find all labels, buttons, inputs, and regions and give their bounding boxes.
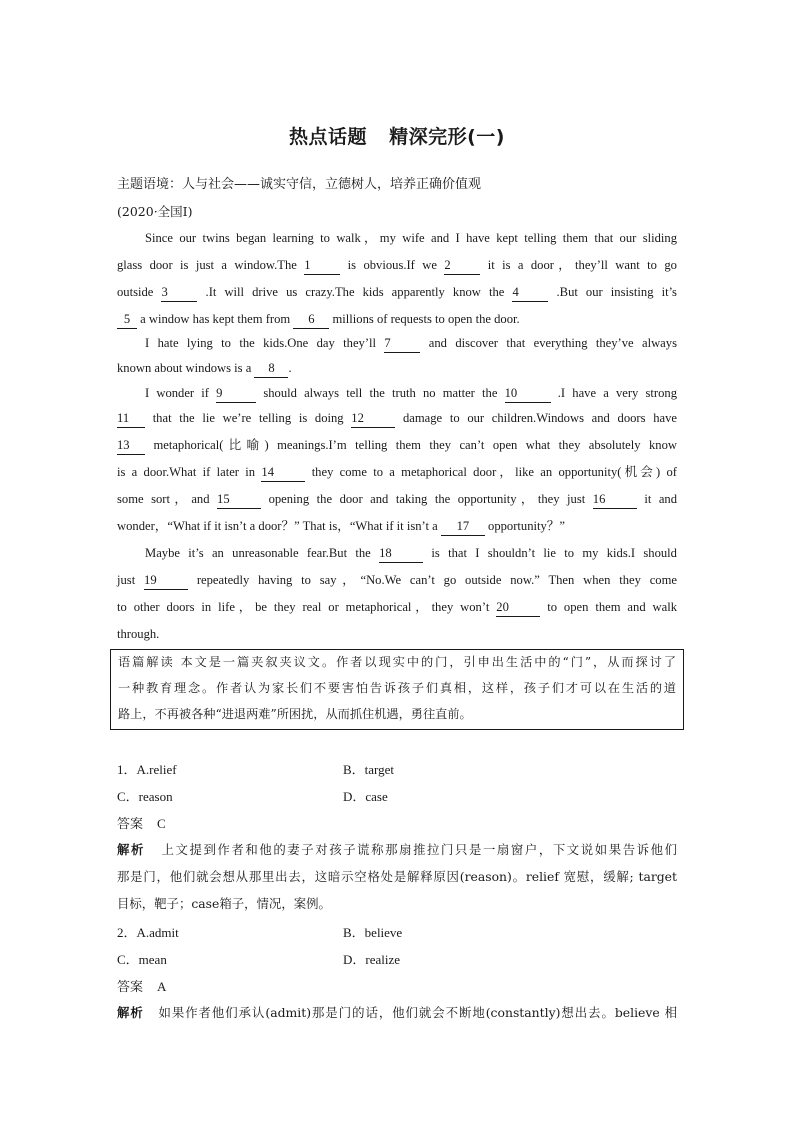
passage-analysis-box	[110, 649, 684, 730]
analysis-label: 语篇解读	[118, 655, 175, 669]
passage-line: Maybe it’s an unreasonable fear.But the 18 is that I shouldn’t lie to my kids.I should	[117, 540, 677, 567]
passage-line: through.	[117, 627, 160, 641]
question-2-explanation: 解析 如果作者他们承认(admit)那是门的话，他们就会不断地(constantly)想出去。believe 相	[117, 1005, 677, 1020]
title-topic: 热点话题	[289, 126, 368, 148]
question-2-options-row1	[117, 922, 402, 941]
passage-line: 5 a window has kept them from 6 millions of requests to open the door.	[117, 306, 677, 333]
passage-line: wonder，“What if it isn’t a door？” That is，“What if it isn’t a 17 opportunity？”	[117, 513, 677, 540]
blank-6[interactable]: 6	[293, 312, 329, 329]
passage-line: known about windows is a 8 .	[117, 355, 677, 382]
passage-line: to other doors in life，be they real or metaphorical，they won’t 20 to open them and walk	[117, 594, 677, 621]
blank-4[interactable]: 4	[512, 285, 548, 302]
question-2-options-row2	[117, 949, 400, 968]
blank-13[interactable]: 13	[117, 438, 145, 455]
passage-line: outside 3 .It will drive us crazy.The kids apparently know the 4 .But our insisting it’s	[117, 279, 677, 306]
blank-9[interactable]: 9	[216, 386, 256, 403]
blank-7[interactable]: 7	[384, 336, 420, 353]
passage-line: some sort，and 15 opening the door and taking the opportunity，they just 16 it and	[117, 486, 677, 513]
title-section: 精深完形(一)	[389, 126, 505, 148]
question-1-options-row1	[117, 759, 394, 778]
blank-5[interactable]: 5	[117, 312, 137, 329]
blank-2[interactable]: 2	[444, 258, 480, 275]
blank-10[interactable]: 10	[505, 386, 551, 403]
blank-3[interactable]: 3	[161, 285, 197, 302]
blank-19[interactable]: 19	[144, 573, 188, 590]
blank-15[interactable]: 15	[217, 492, 261, 509]
option-a[interactable]: 1．A.relief	[117, 762, 177, 777]
blank-18[interactable]: 18	[379, 546, 423, 563]
passage-line: I wonder if 9 should always tell the truth no matter the 10 .I have a very strong	[117, 380, 677, 407]
passage-line: glass door is just a window.The 1 is obvious.If we 2 it is a door，they’ll want to go	[117, 252, 677, 279]
question-2-answer: 答案 A	[117, 979, 167, 995]
option-c[interactable]: C．mean	[117, 952, 167, 967]
passage-line: just 19 repeatedly having to say，“No.We can’t go outside now.” Then when they come	[117, 567, 677, 594]
question-1-explanation: 目标，靶子；case箱子，情况，案例。	[117, 896, 331, 911]
question-1-explanation: 解析 上文提到作者和他的妻子对孩子谎称那扇推拉门只是一扇窗户，下文说如果告诉他们	[117, 842, 678, 857]
passage-line: 11 that the lie we’re telling is doing 12 damage to our children.Windows and doors have	[117, 405, 677, 432]
blank-12[interactable]: 12	[351, 411, 395, 428]
question-1-explanation: 那是门，他们就会想从那里出去，这暗示空格处是解释原因(reason)。relief 宽慰，缓解; target	[117, 869, 677, 884]
passage-line: I hate lying to the kids.One day they’ll 7 and discover that everything they’ve always	[117, 330, 677, 357]
question-1-answer: 答案 C	[117, 816, 166, 832]
analysis-line: 路上，不再被各种“进退两难”所困扰，从而抓住机遇，勇往直前。	[118, 707, 472, 721]
blank-16[interactable]: 16	[593, 492, 637, 509]
passage-line: Since our twins began learning to walk，my wife and I have kept telling them that our sliding	[145, 231, 677, 245]
option-d[interactable]: D．realize	[343, 952, 401, 967]
source-line: (2020·全国Ⅰ)	[117, 204, 193, 219]
blank-14[interactable]: 14	[261, 465, 305, 482]
blank-11[interactable]: 11	[117, 411, 145, 428]
analysis-line: 一种教育理念。作者认为家长们不要害怕告诉孩子们真相，这样，孩子们才可以在生活的道	[118, 681, 676, 695]
page-title	[0, 122, 794, 149]
blank-20[interactable]: 20	[496, 600, 540, 617]
passage-line: 13 metaphorical(比喻) meanings.I’m telling them they can’t open what they absolutely know	[117, 432, 677, 459]
analysis-line: 语篇解读 本文是一篇夹叙夹议文。作者以现实中的门，引申出生活中的“门”，从而探讨了	[118, 655, 677, 669]
blank-8[interactable]: 8	[254, 361, 288, 378]
option-b[interactable]: B．target	[343, 762, 395, 777]
option-d[interactable]: D．case	[343, 789, 388, 804]
blank-1[interactable]: 1	[304, 258, 340, 275]
option-a[interactable]: 2．A.admit	[117, 925, 179, 940]
question-1-options-row2	[117, 786, 388, 805]
option-b[interactable]: B．believe	[343, 925, 403, 940]
blank-17[interactable]: 17	[441, 519, 485, 536]
option-c[interactable]: C．reason	[117, 789, 173, 804]
passage-line: is a door.What if later in 14 they come to a metaphorical door，like an opportunity(机会) of	[117, 459, 677, 486]
theme-line: 主题语境：人与社会——诚实守信，立德树人，培养正确价值观	[117, 177, 482, 192]
